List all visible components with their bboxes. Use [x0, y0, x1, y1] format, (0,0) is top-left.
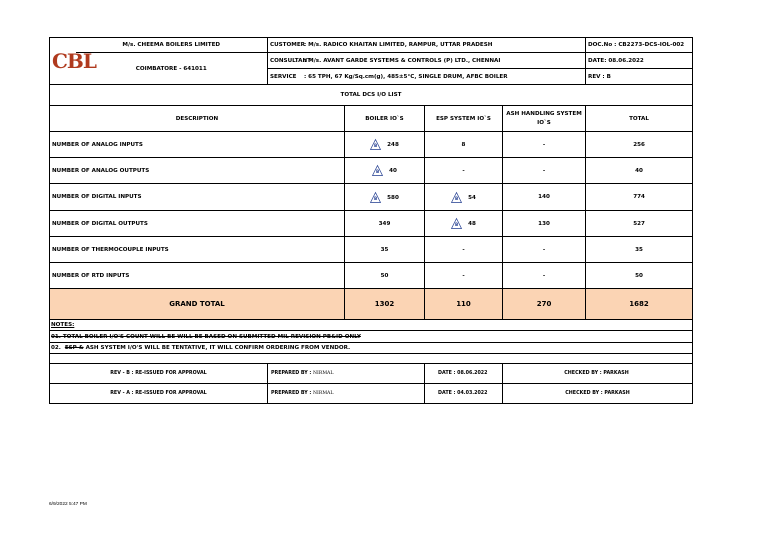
notes-title: NOTES: [50, 320, 693, 331]
grand-total-row [50, 289, 693, 320]
row-total: 50 [586, 263, 693, 289]
customer-line [268, 38, 586, 53]
row-description: NUMBER OF ANALOG INPUTS [50, 132, 345, 158]
grand-total-boiler: 1302 [345, 289, 425, 320]
prepared-by: PREPARED BY : NIRMAL [268, 364, 425, 384]
prepared-by: PREPARED BY : NIRMAL [268, 384, 425, 404]
io-list-sheet [49, 37, 693, 404]
row-total: 40 [586, 158, 693, 184]
grand-total-label: GRAND TOTAL [50, 289, 345, 320]
row-boiler: 248 [387, 142, 399, 148]
revision-date: DATE : 04.03.2022 [425, 384, 503, 404]
revision-status: REV - A : RE-ISSUED FOR APPROVAL [50, 384, 268, 404]
grand-total-ash: 270 [503, 289, 586, 320]
company-city: COIMBATORE - 641011 [76, 53, 268, 85]
revision-triangle-icon: B [451, 192, 462, 203]
row-boiler: 349 [345, 211, 425, 237]
row-ash: 130 [503, 211, 586, 237]
col-header-esp: ESP SYSTEM IO`S [425, 106, 503, 132]
print-timestamp: 6/9/2022 5:47 PM [49, 502, 87, 507]
row-esp-cell [425, 184, 503, 211]
table-row [50, 263, 693, 289]
customer-label: CUSTOMER [270, 42, 305, 48]
row-boiler-cell [345, 184, 425, 211]
row-description: NUMBER OF DIGITAL OUTPUTS [50, 211, 345, 237]
row-esp: - [425, 263, 503, 289]
checked-by: CHECKED BY : PARKASH [503, 364, 693, 384]
row-esp: - [425, 237, 503, 263]
col-header-description: DESCRIPTION [50, 106, 345, 132]
row-esp: 8 [425, 132, 503, 158]
revision-triangle-icon: B [370, 139, 381, 150]
row-ash: - [503, 132, 586, 158]
revision-row [50, 384, 693, 404]
row-description: NUMBER OF RTD INPUTS [50, 263, 345, 289]
doc-date: DATE: 08.06.2022 [586, 53, 693, 69]
company-logo: CBL [50, 38, 76, 85]
row-boiler-cell [345, 132, 425, 158]
row-boiler-cell [345, 158, 425, 184]
grand-total-total: 1682 [586, 289, 693, 320]
revision-status: REV - B : RE-ISSUED FOR APPROVAL [50, 364, 268, 384]
row-ash: - [503, 237, 586, 263]
note-2-struck: ESP & [64, 345, 84, 351]
col-header-total: TOTAL [586, 106, 693, 132]
consultant-line [268, 53, 586, 69]
col-header-boiler: BOILER IO`S [345, 106, 425, 132]
company-name: M/s. CHEEMA BOILERS LIMITED [76, 38, 268, 53]
table-row [50, 184, 693, 211]
note-2-text: ASH SYSTEM I/O'S WILL BE TENTATIVE, IT WILL CONFIRM ORDERING FROM VENDOR. [85, 345, 351, 351]
row-ash: - [503, 263, 586, 289]
service-line [268, 69, 586, 85]
service-value: : 65 TPH, 67 Kg/Sq.cm(g), 485±5°C, SINGLE DRUM, AFBC BOILER [304, 73, 508, 80]
row-total: 256 [586, 132, 693, 158]
col-header-ash: ASH HANDLING SYSTEM IO`S [503, 106, 586, 132]
service-label: SERVICE [270, 73, 297, 80]
row-boiler: 35 [345, 237, 425, 263]
grand-total-esp: 110 [425, 289, 503, 320]
row-total: 35 [586, 237, 693, 263]
consultant-value: : M/s. AVANT GARDE SYSTEMS & CONTROLS (P) LTD., CHENNAI [304, 57, 501, 64]
row-esp: - [425, 158, 503, 184]
note-1: 01. TOTAL BOILER I/O'S COUNT WILL BE WILL BE BASED ON SUBMITTED MIL REVISION PB&ID ONLY [50, 331, 693, 343]
doc-revision: REV : B [586, 69, 693, 85]
row-boiler: 40 [389, 168, 397, 174]
revision-triangle-icon: B [451, 218, 462, 229]
row-ash: 140 [503, 184, 586, 211]
table-row [50, 132, 693, 158]
doc-number: DOC.No : CB2273-DCS-IOL-002 [586, 38, 693, 53]
row-description: NUMBER OF DIGITAL INPUTS [50, 184, 345, 211]
table-row [50, 211, 693, 237]
row-esp: 48 [468, 221, 476, 227]
row-esp-cell [425, 211, 503, 237]
revision-triangle-icon: B [372, 165, 383, 176]
row-boiler: 50 [345, 263, 425, 289]
list-title: TOTAL DCS I/O LIST [50, 85, 693, 106]
blank-spacer-row [50, 354, 693, 364]
customer-value: : M/s. RADICO KHAITAN LIMITED, RAMPUR, UTTAR PRADESH [304, 42, 493, 48]
row-description: NUMBER OF ANALOG OUTPUTS [50, 158, 345, 184]
row-boiler: 580 [387, 194, 399, 201]
row-esp: 54 [468, 194, 476, 201]
revision-date: DATE : 08.06.2022 [425, 364, 503, 384]
table-row [50, 237, 693, 263]
note-2: 02. ESP & ASH SYSTEM I/O'S WILL BE TENTATIVE, IT WILL CONFIRM ORDERING FROM VENDOR. [50, 343, 693, 354]
row-description: NUMBER OF THERMOCOUPLE INPUTS [50, 237, 345, 263]
row-total: 774 [586, 184, 693, 211]
revision-triangle-icon: B [370, 192, 381, 203]
revision-row [50, 364, 693, 384]
row-total: 527 [586, 211, 693, 237]
table-row [50, 158, 693, 184]
checked-by: CHECKED BY : PARKASH [503, 384, 693, 404]
consultant-label: CONSULTANT [270, 57, 311, 64]
row-ash: - [503, 158, 586, 184]
